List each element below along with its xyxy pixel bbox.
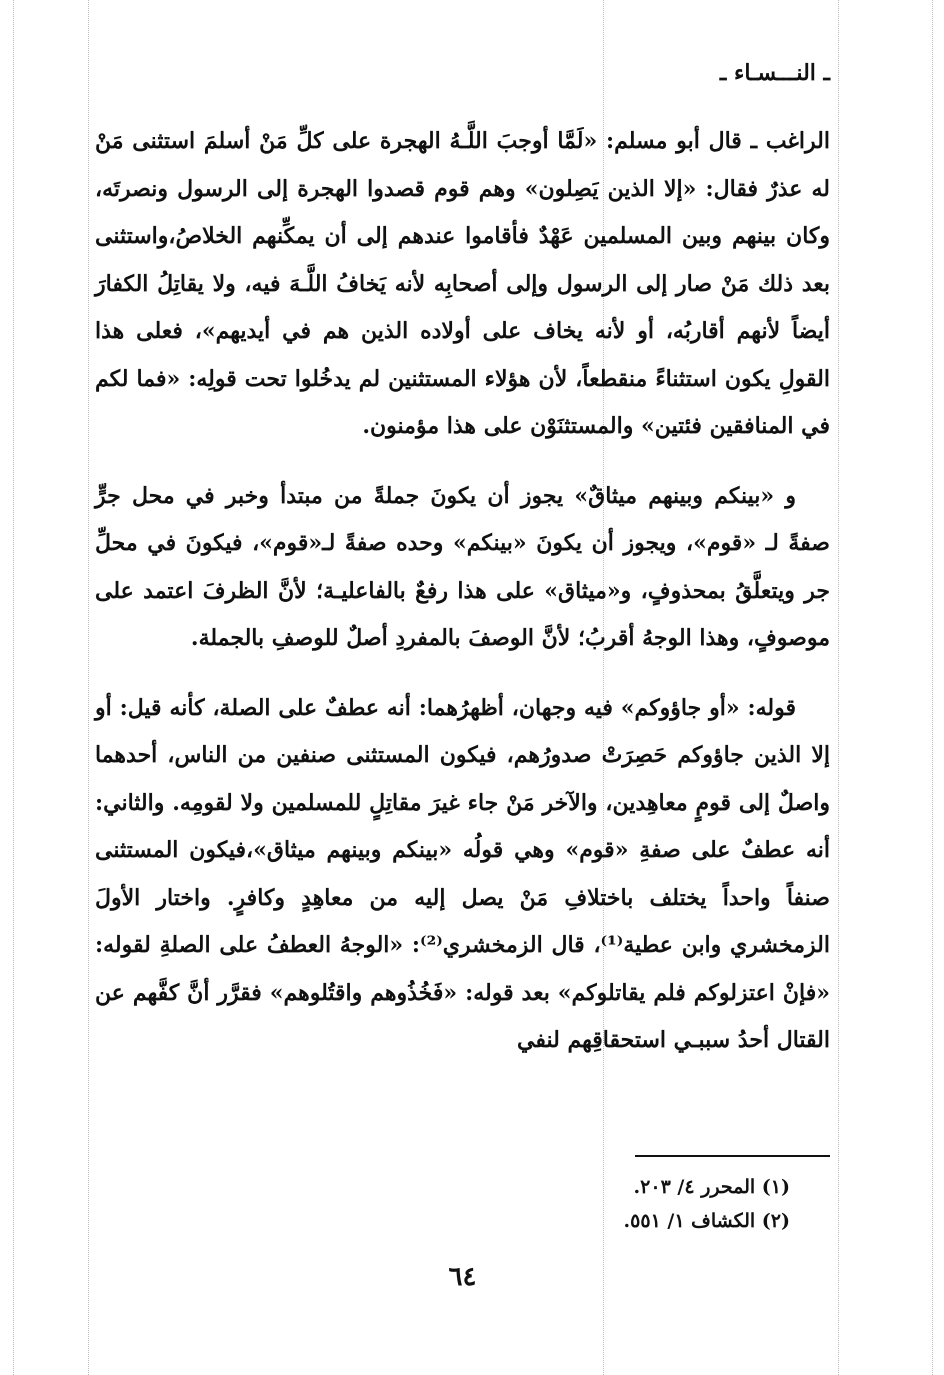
- margin-guide: [932, 0, 933, 1375]
- running-head: ـ النـــسـاء ـ: [719, 60, 830, 86]
- book-page: [95, 0, 830, 1375]
- body-text: [95, 118, 830, 1087]
- margin-guide: [13, 0, 14, 1375]
- paragraph: الراغب ـ قال أبو مسلم: «لَمَّا أوجبَ اللَّـهُ الهجرة على كلِّ مَنْ أسلمَ استثنى مَنْ له عذرٌ فقال: «إلا الذين يَصِلون» وهم قوم قصدوا الهجرة إلى الرسول ونصرتَه، وكان بينهم وبين المسلمين عَهْدٌ فأقاموا عندهم إلى أن يمكِّنهم الخلاصُ،واستثنى بعد ذلك مَنْ صار إلى الرسول وإلى أصحابِه لأنه يَخافُ اللَّـهَ فيه، ولا يقاتِلُ الكفارَ أيضاً لأنهم أقاربُه، أو لأنه يخاف على أولاده الذين هم في أيديهم»، فعلى هذا القولِ يكون استثناءً منقطعاً، لأن هؤلاء المستثنين لم يدخُلوا تحت قولِه: «فما لكم في المنافقين فئتين» والمستثنَوْن على هذا مؤمنون.: [95, 128, 830, 439]
- footnote-separator: [635, 1155, 830, 1157]
- page-number: ٦٤: [448, 1262, 477, 1292]
- paragraph: قوله: «أو جاؤوكم» فيه وجهان، أظهرُهما: أنه عطفٌ على الصلة، كأنه قيل: أو إلا الذين جاؤوكم حَصِرَتْ صدورُهم، فيكون المستثنى صنفين من الناس، أحدهما واصلٌ إلى قومٍ معاهِدين، والآخر مَنْ جاء غيرَ مقاتِلٍ للمسلمين ولا لقومِه. والثاني: أنه عطفٌ على صفةِ «قوم» وهي قولُه «بينكم وبينهم ميثاق»،فيكون المستثنى صنفاً واحداً يختلف باختلافِ مَنْ يصل إليه من معاهِدٍ وكافرٍ. واختار الأولَ الزمخشري وابن عطية⁽¹⁾، قال الزمخشري⁽²⁾: «الوجهُ العطفُ على الصلةِ لقوله: «فإنْ اعتزلوكم فلم يقاتلوكم» بعد قوله: «فَخُذُوهم واقتُلوهم» فقرَّر أنَّ كفَّهم عن القتال أحدُ سببـي استحقاقِهم لنفي: [95, 694, 830, 1053]
- margin-guide: [88, 0, 89, 1375]
- paragraph: و «بينكم وبينهم ميثاقٌ» يجوز أن يكونَ جملةً من مبتدأ وخبر في محل جرٍّ صفةً لـ «قوم»، ويجوز أن يكونَ «بينكم» وحده صفةً لـ«قوم»، فيكونَ في محلِّ جر ويتعلَّقُ بمحذوفٍ، و«ميثاق» على هذا رفعٌ بالفاعليـة؛ لأنَّ الظرفَ اعتمد على موصوفٍ، وهذا الوجهُ أقربُ؛ لأنَّ الوصفَ بالمفردِ أصلٌ للوصفِ بالجملة.: [95, 482, 830, 651]
- footnote: (١) المحرر ٤/ ٢٠٣.: [633, 1176, 790, 1198]
- footnote: (٢) الكشاف ١/ ٥٥١.: [623, 1210, 790, 1232]
- footnotes: [624, 1170, 790, 1238]
- margin-guide: [838, 0, 839, 1375]
